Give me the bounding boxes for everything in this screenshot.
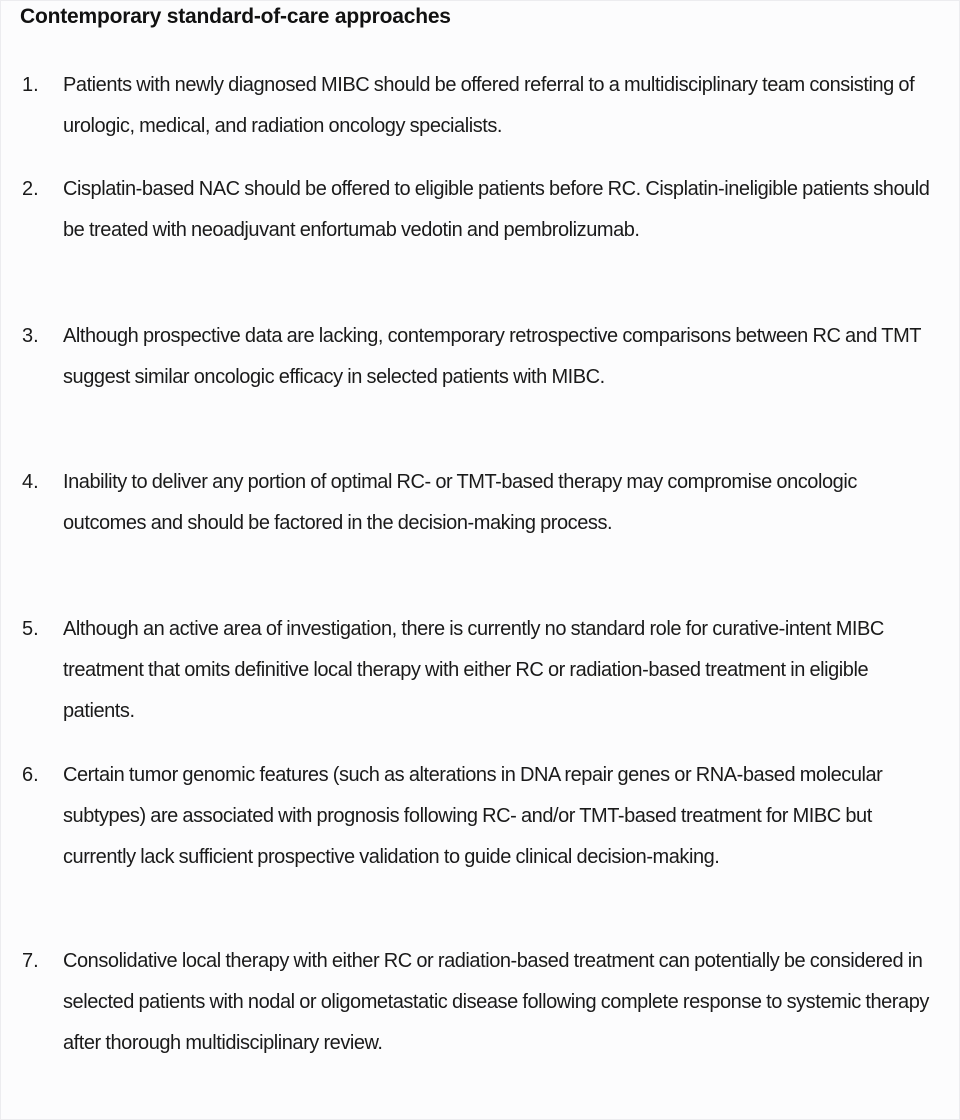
item-text: Inability to deliver any portion of optimal RC- or TMT-based therapy may compromise oncologic outcomes and should be factored in the decision-making process. xyxy=(63,471,857,534)
item-text: Patients with newly diagnosed MIBC should be offered referral to a multidisciplinary team consisting of urologic, medical, and radiation oncology specialists. xyxy=(63,74,915,137)
item-number: 4. xyxy=(22,471,39,493)
item-number: 6. xyxy=(22,764,39,786)
item-number: 2. xyxy=(22,178,39,200)
item-text: Although an active area of investigation, there is currently no standard role for curative-intent MIBC treatment that omits definitive local therapy with either RC or radiation-based treatment in eligible patients. xyxy=(63,618,884,722)
item-text: Consolidative local therapy with either RC or radiation-based treatment can potentially be considered in selected patients with nodal or oligometastatic disease following complete response to systemic therapy after thorough multidisciplinary review. xyxy=(63,950,929,1054)
item-number: 5. xyxy=(22,618,39,640)
item-number: 3. xyxy=(22,325,39,347)
item-number: 1. xyxy=(22,74,39,96)
item-number: 7. xyxy=(22,950,39,972)
section-heading: Contemporary standard-of-care approaches xyxy=(20,5,451,28)
item-text: Cisplatin-based NAC should be offered to eligible patients before RC. Cisplatin-ineligible patients should be treated with neoadjuvant enfortumab vedotin and pembrolizumab. xyxy=(63,178,930,241)
item-text: Although prospective data are lacking, contemporary retrospective comparisons between RC and TMT suggest similar oncologic efficacy in selected patients with MIBC. xyxy=(63,325,921,388)
item-text: Certain tumor genomic features (such as alterations in DNA repair genes or RNA-based molecular subtypes) are associated with prognosis following RC- and/or TMT-based treatment for MIBC but currently lack sufficient prospective validation to guide clinical decision-making. xyxy=(63,764,883,868)
